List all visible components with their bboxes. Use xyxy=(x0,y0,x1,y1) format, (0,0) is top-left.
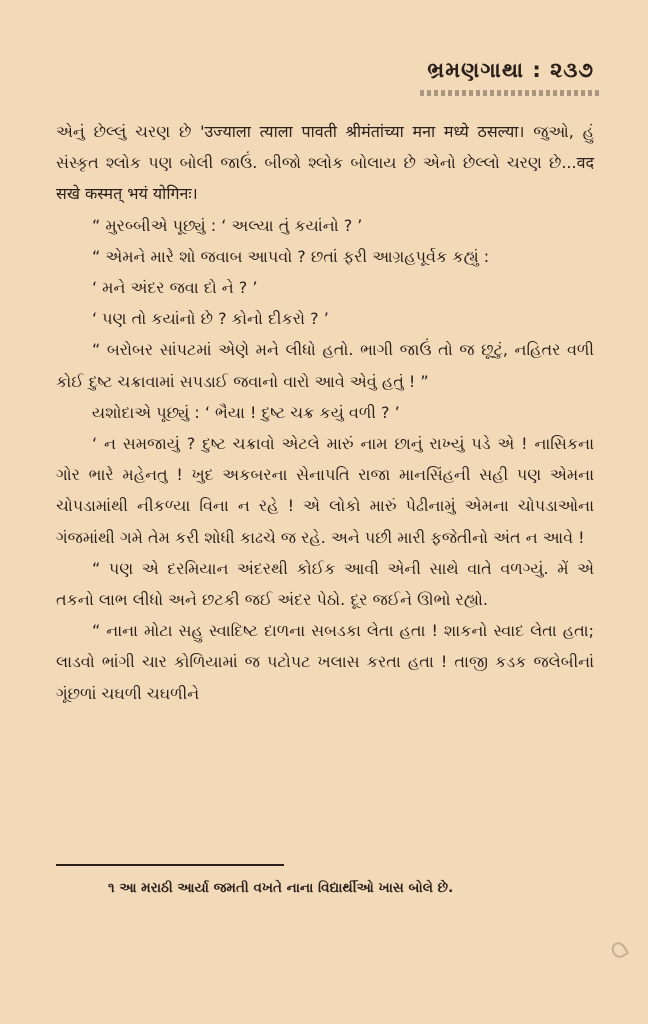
paragraph: “ એમને મારે શો જવાબ આપવો ? છતાં ફરી આગ્રહપૂર્વક કહ્યું : xyxy=(92,246,490,266)
paragraph: ‘ ન સમજાયું ? દુષ્ટ ચક્રાવો એટલે મારું નામ છાનું રાખ્યું પડે એ ! નાસિકના ગોર ભારે મહેનતુ ! ખુદ અકબરના સેનાપતિ રાજા માનસિંહની સહી પણ એમના ચોપડામાંથી નીકળ્યા વિના ન રહે ! એ લોકો મારું પેઢીનામું એમના ચોપડાઓના ગંજમાંથી ગમે તેમ કરી શોધી કાઢચે જ રહે. અને પછી મારી ફજેતીનો અંત ન આવે ! xyxy=(56,434,594,547)
paragraph: ‘ મને અંદર જવા દો ને ? ’ xyxy=(92,278,258,298)
paragraph: “ બરોબર સાંપટમાં એણે મને લીધો હતો. ભાગી જાઉં તો જ છૂટું, નહિતર વળી કોઈ દુષ્ટ ચક્રાવામાં સપડાઈ જવાનો વારો આવે એવું હતું ! ” xyxy=(56,340,594,391)
paragraph: “ નાના મોટા સહુ સ્વાદિષ્ટ દાળના સબડકા લેતા હતા ! શાકનો સ્વાદ લેતા હતા; લાડવો ભાંગી ચાર કોળિયામાં જ પટોપટ ખલાસ કરતા હતા ! તાજી કડક જલેબીનાં ગૂંછળાં ચઘળી ચઘળીને xyxy=(56,621,594,703)
running-head: ભ્રમણગાથા : ૨૩૭ xyxy=(427,58,594,82)
page-mark-icon xyxy=(609,940,629,961)
footnote: ૧ આ મરાઠી આર્યા જમતી વખતે નાના વિદ્યાર્થીઓ ખાસ બોલે છે. xyxy=(108,880,454,896)
footnote-rule xyxy=(56,864,284,866)
running-head-ornament xyxy=(420,90,600,96)
paragraph: યશોદાએ પૂછ્યું : ‘ ભૈયા ! દુષ્ટ ચક્ર કયું વળી ? ’ xyxy=(92,402,400,422)
paragraph: ‘ પણ તો કયાંનો છે ? કોનો દીકરો ? ’ xyxy=(92,309,329,329)
paragraph: “ પણ એ દરમિયાન અંદરથી કોઈક આવી એની સાથે વાતે વળગ્યું. મેં એ તકનો લાભ લીધો અને છટકી જઈ અંદર પેઠો. દૂર જઈને ઊભો રહ્યો. xyxy=(56,558,594,610)
paragraph: “ મુરબ્બીએ પૂછ્યું : ‘ અલ્યા તું કયાંનો ? ’ xyxy=(92,215,363,235)
body-text xyxy=(56,116,594,709)
paragraph: એનું છેલ્લું ચરણ છે 'उज्याला त्याला पावती श्रीमंतांच्या मना मध्ये ठसल्या। જુઓ, હું સંસ્કૃત શ્લોક પણ બોલી જાઉં. બીજો શ્લોક બોલાય છે એનો છેલ્લો ચરણ છે...वद सखे कस्मत् भयं योगिनः। xyxy=(56,122,594,204)
